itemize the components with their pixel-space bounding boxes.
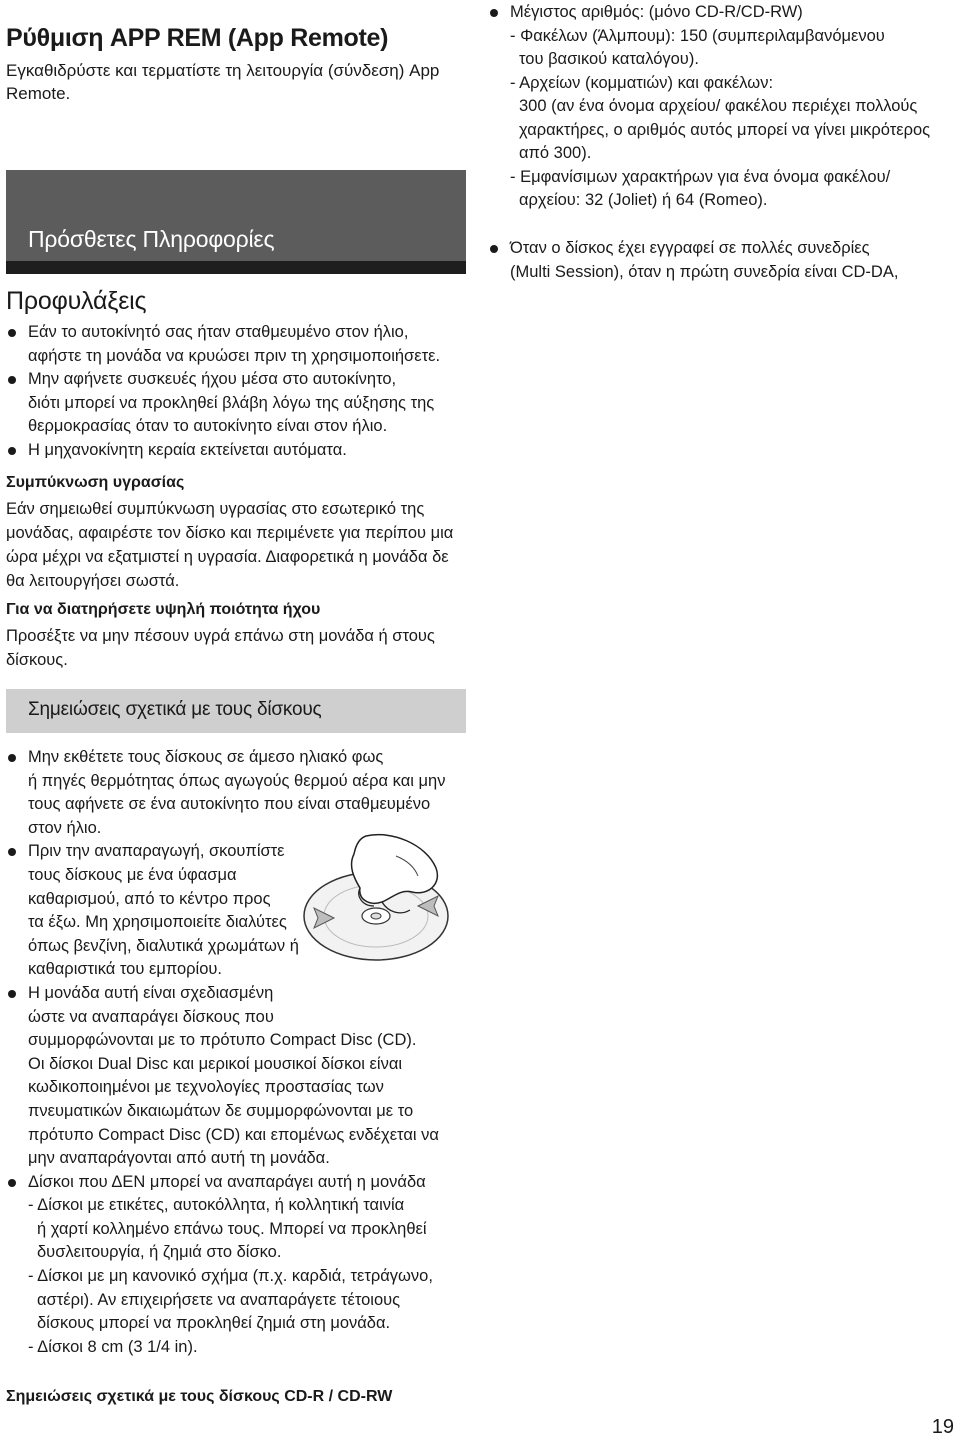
bullet-icon	[8, 990, 16, 998]
para-line: Προσέξτε να μην πέσουν υγρά επάνω στη μονάδα ή στους	[6, 627, 435, 645]
disc-notes-title: Σημειώσεις σχετικά με τους δίσκους	[28, 699, 322, 720]
list-line: πνευματικών δικαιωμάτων δε συμμορφώνονται με το	[28, 1101, 414, 1120]
precautions-heading: Προφυλάξεις	[6, 287, 147, 315]
app-rem-text-line: Remote.	[6, 84, 71, 103]
bullet-icon	[8, 447, 16, 455]
bullet-icon	[8, 1179, 16, 1187]
app-rem-text	[6, 59, 466, 105]
list-line: - Φακέλων (Άλμπουμ): 150 (συμπεριλαμβανόμενου	[510, 26, 885, 45]
list-line: τους αφήνετε σε ένα αυτοκίνητο που είναι σταθμευμένο	[28, 795, 431, 814]
list-line: αφήστε τη μονάδα να κρυώσει πριν τη χρησιμοποιήσετε.	[28, 346, 441, 365]
list-line: τα έξω. Μη χρησιμοποιείτε διαλύτες	[28, 913, 287, 932]
cdr-notes-heading: Σημειώσεις σχετικά με τους δίσκους CD-R / CD-RW	[6, 1388, 393, 1405]
para-line: θα λειτουργήσει σωστά.	[6, 572, 180, 590]
bullet-icon	[8, 329, 16, 337]
list-line: - Δίσκοι με ετικέτες, αυτοκόλλητα, ή κολλητική ταινία	[28, 1196, 405, 1215]
list-line: μην αναπαράγονται από αυτή τη μονάδα.	[28, 1149, 330, 1168]
bullet-icon	[8, 754, 16, 762]
list-line: διότι μπορεί να προκληθεί βλάβη λόγω της αύξησης της	[28, 393, 435, 412]
list-item	[6, 1171, 476, 1360]
list-line: - Εμφανίσιμων χαρακτήρων για ένα όνομα φακέλου/	[510, 167, 891, 186]
condensation-heading: Συμπύκνωση υγρασίας	[6, 474, 185, 491]
list-line: δυσλειτουργία, ή ζημιά στο δίσκο.	[37, 1243, 282, 1262]
list-line: (Multi Session), όταν η πρώτη συνεδρία είναι CD-DA,	[510, 262, 899, 281]
list-item	[488, 237, 954, 284]
list-line: Η μονάδα αυτή είναι σχεδιασμένη	[28, 983, 274, 1002]
list-line: Δίσκοι που ΔΕΝ μπορεί να αναπαράγει αυτή η μονάδα	[28, 1172, 426, 1191]
para-line: μονάδας, αφαιρέστε τον δίσκο και περιμένετε για περίπου μια	[6, 524, 454, 542]
app-rem-title: Ρύθμιση APP REM (App Remote)	[6, 24, 389, 52]
additional-info-banner	[6, 170, 466, 274]
list-line: ή πηγές θερμότητας όπως αγωγούς θερμού αέρα και μην	[28, 771, 446, 790]
condensation-text	[6, 497, 476, 593]
bullet-icon	[8, 848, 16, 856]
list-line: δίσκους μπορεί να προκληθεί ζημιά στη μονάδα.	[37, 1314, 391, 1333]
sound-quality-text	[6, 624, 476, 672]
para-line: δίσκους.	[6, 651, 68, 669]
para-line: Εάν σημειωθεί συμπύκνωση υγρασίας στο εσωτερικό της	[6, 500, 425, 518]
additional-info-title: Πρόσθετες Πληροφορίες	[28, 226, 275, 252]
list-line: - Δίσκοι 8 cm (3 1/4 in).	[28, 1337, 198, 1356]
sound-quality-heading: Για να διατηρήσετε υψηλή ποιότητα ήχου	[6, 601, 321, 618]
bullet-icon	[8, 376, 16, 384]
app-rem-text-line: Εγκαθιδρύστε και τερματίστε τη λειτουργία (σύνδεση) App	[6, 61, 440, 80]
list-line: Πριν την αναπαραγωγή, σκουπίστε	[28, 842, 285, 861]
list-line: κωδικοποιημένοι με τεχνολογίες προστασίας των	[28, 1078, 384, 1097]
list-line: Οι δίσκοι Dual Disc και μερικοί μουσικοί δίσκοι είναι	[28, 1054, 403, 1073]
precautions-list	[6, 321, 468, 462]
disc-cleaning-illustration	[296, 826, 456, 976]
list-line: αστέρι). Αν επιχειρήσετε να αναπαράγετε τέτοιους	[37, 1290, 401, 1309]
list-item	[6, 982, 476, 1171]
disc-notes-banner	[6, 689, 466, 733]
list-item	[6, 439, 468, 463]
list-line: Μην αφήνετε συσκευές ήχου μέσα στο αυτοκίνητο,	[28, 370, 397, 388]
max-numbers-list	[488, 1, 954, 213]
list-line: χαρακτήρες, ο αριθμός αυτός μπορεί να γίνει μικρότερος	[519, 120, 931, 139]
list-line: - Δίσκοι με μη κανονικό σχήμα (π.χ. καρδιά, τετράγωνο,	[28, 1267, 433, 1286]
bullet-icon	[490, 9, 498, 17]
list-line: πρότυπο Compact Disc (CD) και επομένως ενδέχεται να	[28, 1125, 439, 1144]
multi-session-list	[488, 237, 954, 284]
list-item	[6, 321, 468, 368]
list-line: καθαρισμού, από το κέντρο προς	[28, 889, 271, 908]
page-number: 19	[931, 1416, 954, 1438]
list-item	[488, 1, 954, 213]
list-line: Μέγιστος αριθμός: (μόνο CD-R/CD-RW)	[510, 3, 803, 21]
list-item	[6, 368, 468, 439]
list-line: - Αρχείων (κομματιών) και φακέλων:	[510, 73, 774, 92]
list-line: Η μηχανοκίνητη κεραία εκτείνεται αυτόματα.	[28, 440, 347, 459]
list-line: θερμοκρασίας όταν το αυτοκίνητο είναι στον ήλιο.	[28, 417, 388, 435]
list-line: αρχείου: 32 (Joliet) ή 64 (Romeo).	[519, 191, 768, 209]
list-line: καθαριστικά του εμπορίου.	[28, 960, 222, 979]
banner-underline	[6, 261, 466, 274]
list-line: Όταν ο δίσκος έχει εγγραφεί σε πολλές συνεδρίες	[510, 239, 870, 257]
list-line: ώστε να αναπαράγει δίσκους που	[28, 1007, 274, 1026]
list-line: στον ήλιο.	[28, 818, 102, 837]
list-line: από 300).	[519, 144, 592, 162]
list-line: όπως βενζίνη, διαλυτικά χρωμάτων ή	[28, 936, 299, 955]
para-line: ώρα μέχρι να εξατμιστεί η υγρασία. Διαφορετικά η μονάδα δε	[6, 548, 449, 566]
list-line: συμμορφώνονται με το πρότυπο Compact Disc (CD).	[28, 1031, 417, 1050]
list-line: 300 (αν ένα όνομα αρχείου/ φακέλου περιέχει πολλούς	[519, 97, 918, 115]
list-line: Μην εκθέτετε τους δίσκους σε άμεσο ηλιακό φως	[28, 748, 384, 766]
list-line: του βασικού καταλόγου).	[519, 50, 699, 68]
list-line: Εάν το αυτοκίνητό σας ήταν σταθμευμένο στον ήλιο,	[28, 323, 409, 341]
list-line: τους δίσκους με ένα ύφασμα	[28, 865, 237, 884]
bullet-icon	[490, 245, 498, 253]
list-line: ή χαρτί κολλημένο επάνω τους. Μπορεί να προκληθεί	[37, 1219, 427, 1238]
